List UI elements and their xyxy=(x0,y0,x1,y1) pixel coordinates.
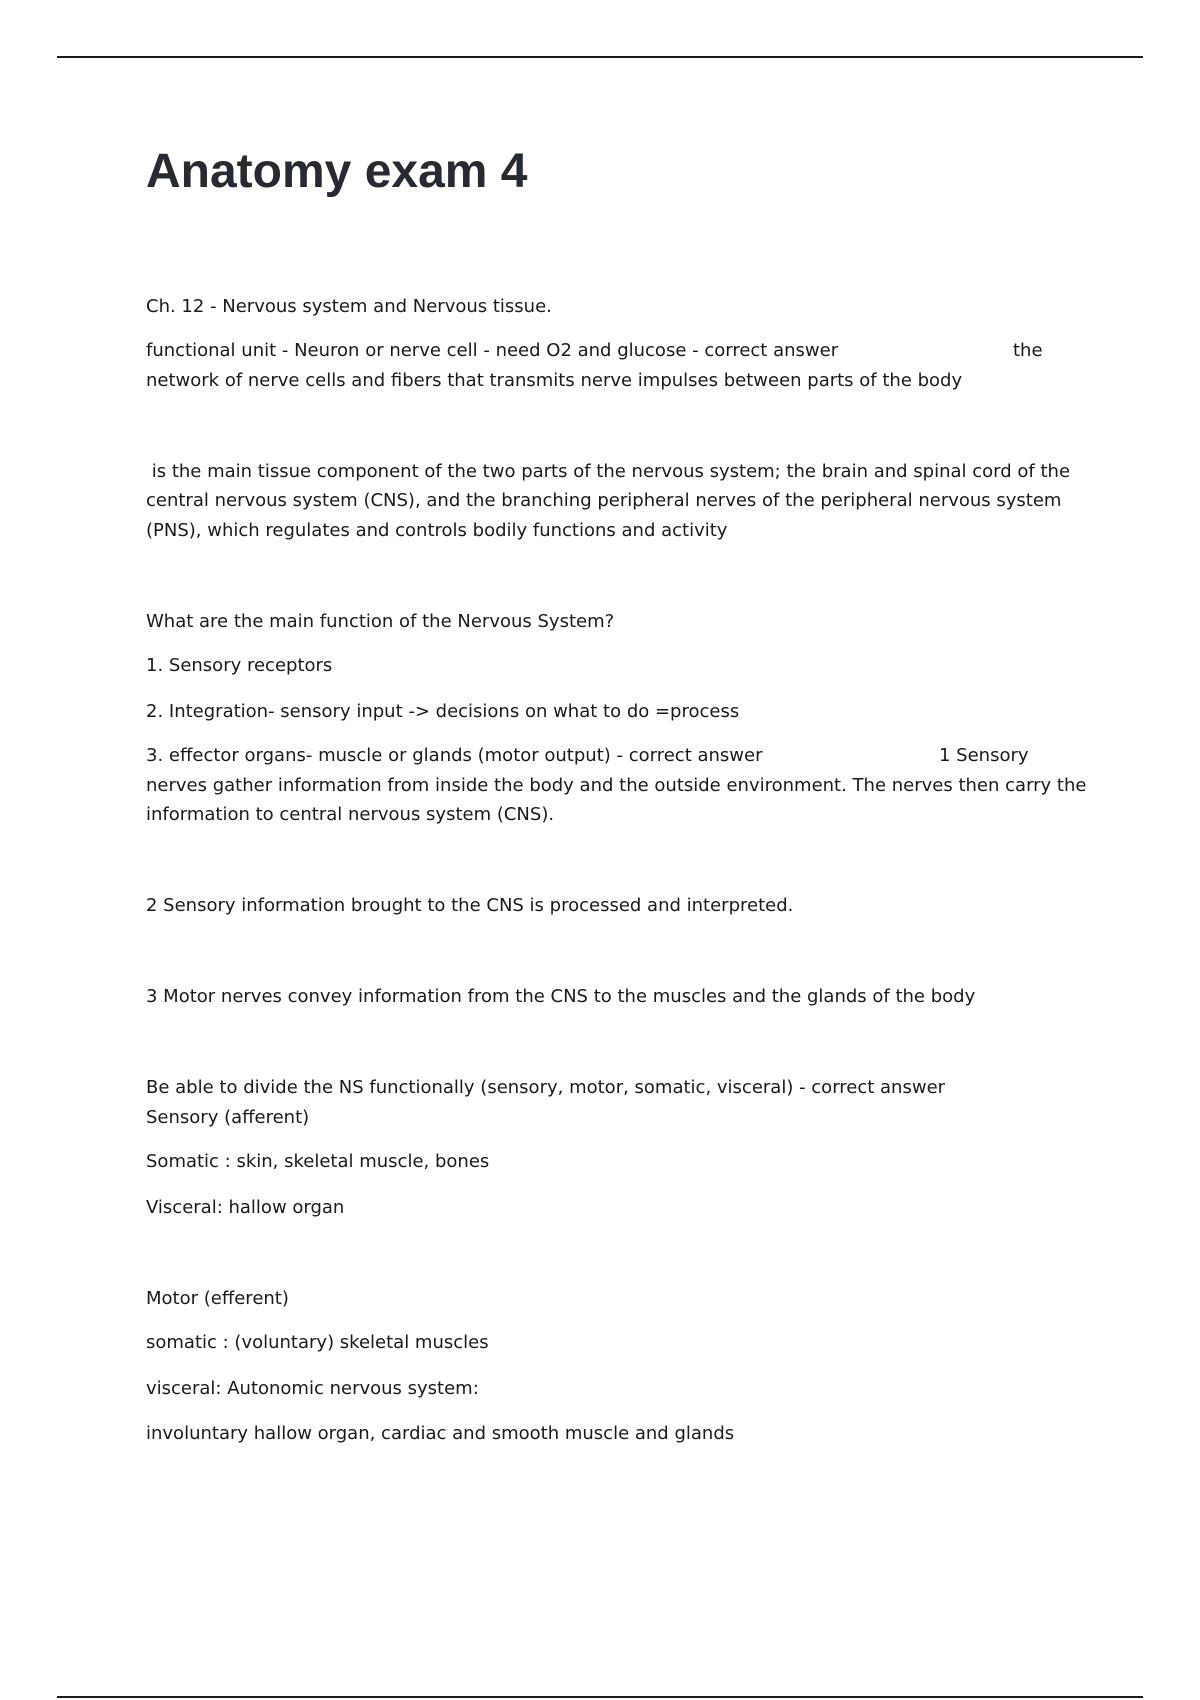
list-item: Somatic : skin, skeletal muscle, bones xyxy=(146,1151,490,1172)
answer-text-line: 2 Sensory information brought to the CNS is processed and interpreted. xyxy=(146,895,794,916)
chapter-heading: Ch. 12 - Nervous system and Nervous tissue. xyxy=(146,296,552,317)
list-item: involuntary hallow organ, cardiac and smooth muscle and glands xyxy=(146,1423,735,1444)
footer-rule xyxy=(57,1696,1143,1698)
list-item: Visceral: hallow organ xyxy=(146,1197,345,1218)
answer-fragment-the: the xyxy=(1013,340,1043,361)
page-title: Anatomy exam 4 xyxy=(146,145,528,198)
header-rule xyxy=(57,56,1143,58)
list-item: 2. Integration- sensory input -> decisions on what to do =process xyxy=(146,701,740,722)
answer-text-line: information to central nervous system (CNS). xyxy=(146,804,555,825)
list-item: visceral: Autonomic nervous system: xyxy=(146,1378,479,1399)
answer-fragment-sensory: 1 Sensory xyxy=(939,745,1029,766)
answer-text-line: nerves gather information from inside the body and the outside environment. The nerves then carry the xyxy=(146,775,1087,796)
answer-text-line: 3 Motor nerves convey information from the CNS to the muscles and the glands of the body xyxy=(146,986,976,1007)
list-item: Motor (efferent) xyxy=(146,1288,289,1309)
answer-text-line: central nervous system (CNS), and the branching peripheral nerves of the peripheral nervous system xyxy=(146,490,1062,511)
list-item: 1. Sensory receptors xyxy=(146,655,333,676)
question-divide-ns: Be able to divide the NS functionally (sensory, motor, somatic, visceral) - correct answer xyxy=(146,1077,946,1098)
answer-text-line: is the main tissue component of the two parts of the nervous system; the brain and spinal cord of the xyxy=(146,461,1071,482)
list-item: 3. effector organs- muscle or glands (motor output) - correct answer xyxy=(146,745,763,766)
answer-text-line: network of nerve cells and fibers that transmits nerve impulses between parts of the body xyxy=(146,370,963,391)
question-functional-unit: functional unit - Neuron or nerve cell - need O2 and glucose - correct answer xyxy=(146,340,839,361)
list-item: somatic : (voluntary) skeletal muscles xyxy=(146,1332,489,1353)
answer-text-line: (PNS), which regulates and controls bodily functions and activity xyxy=(146,520,728,541)
question-main-function: What are the main function of the Nervous System? xyxy=(146,611,615,632)
list-item: Sensory (afferent) xyxy=(146,1107,310,1128)
